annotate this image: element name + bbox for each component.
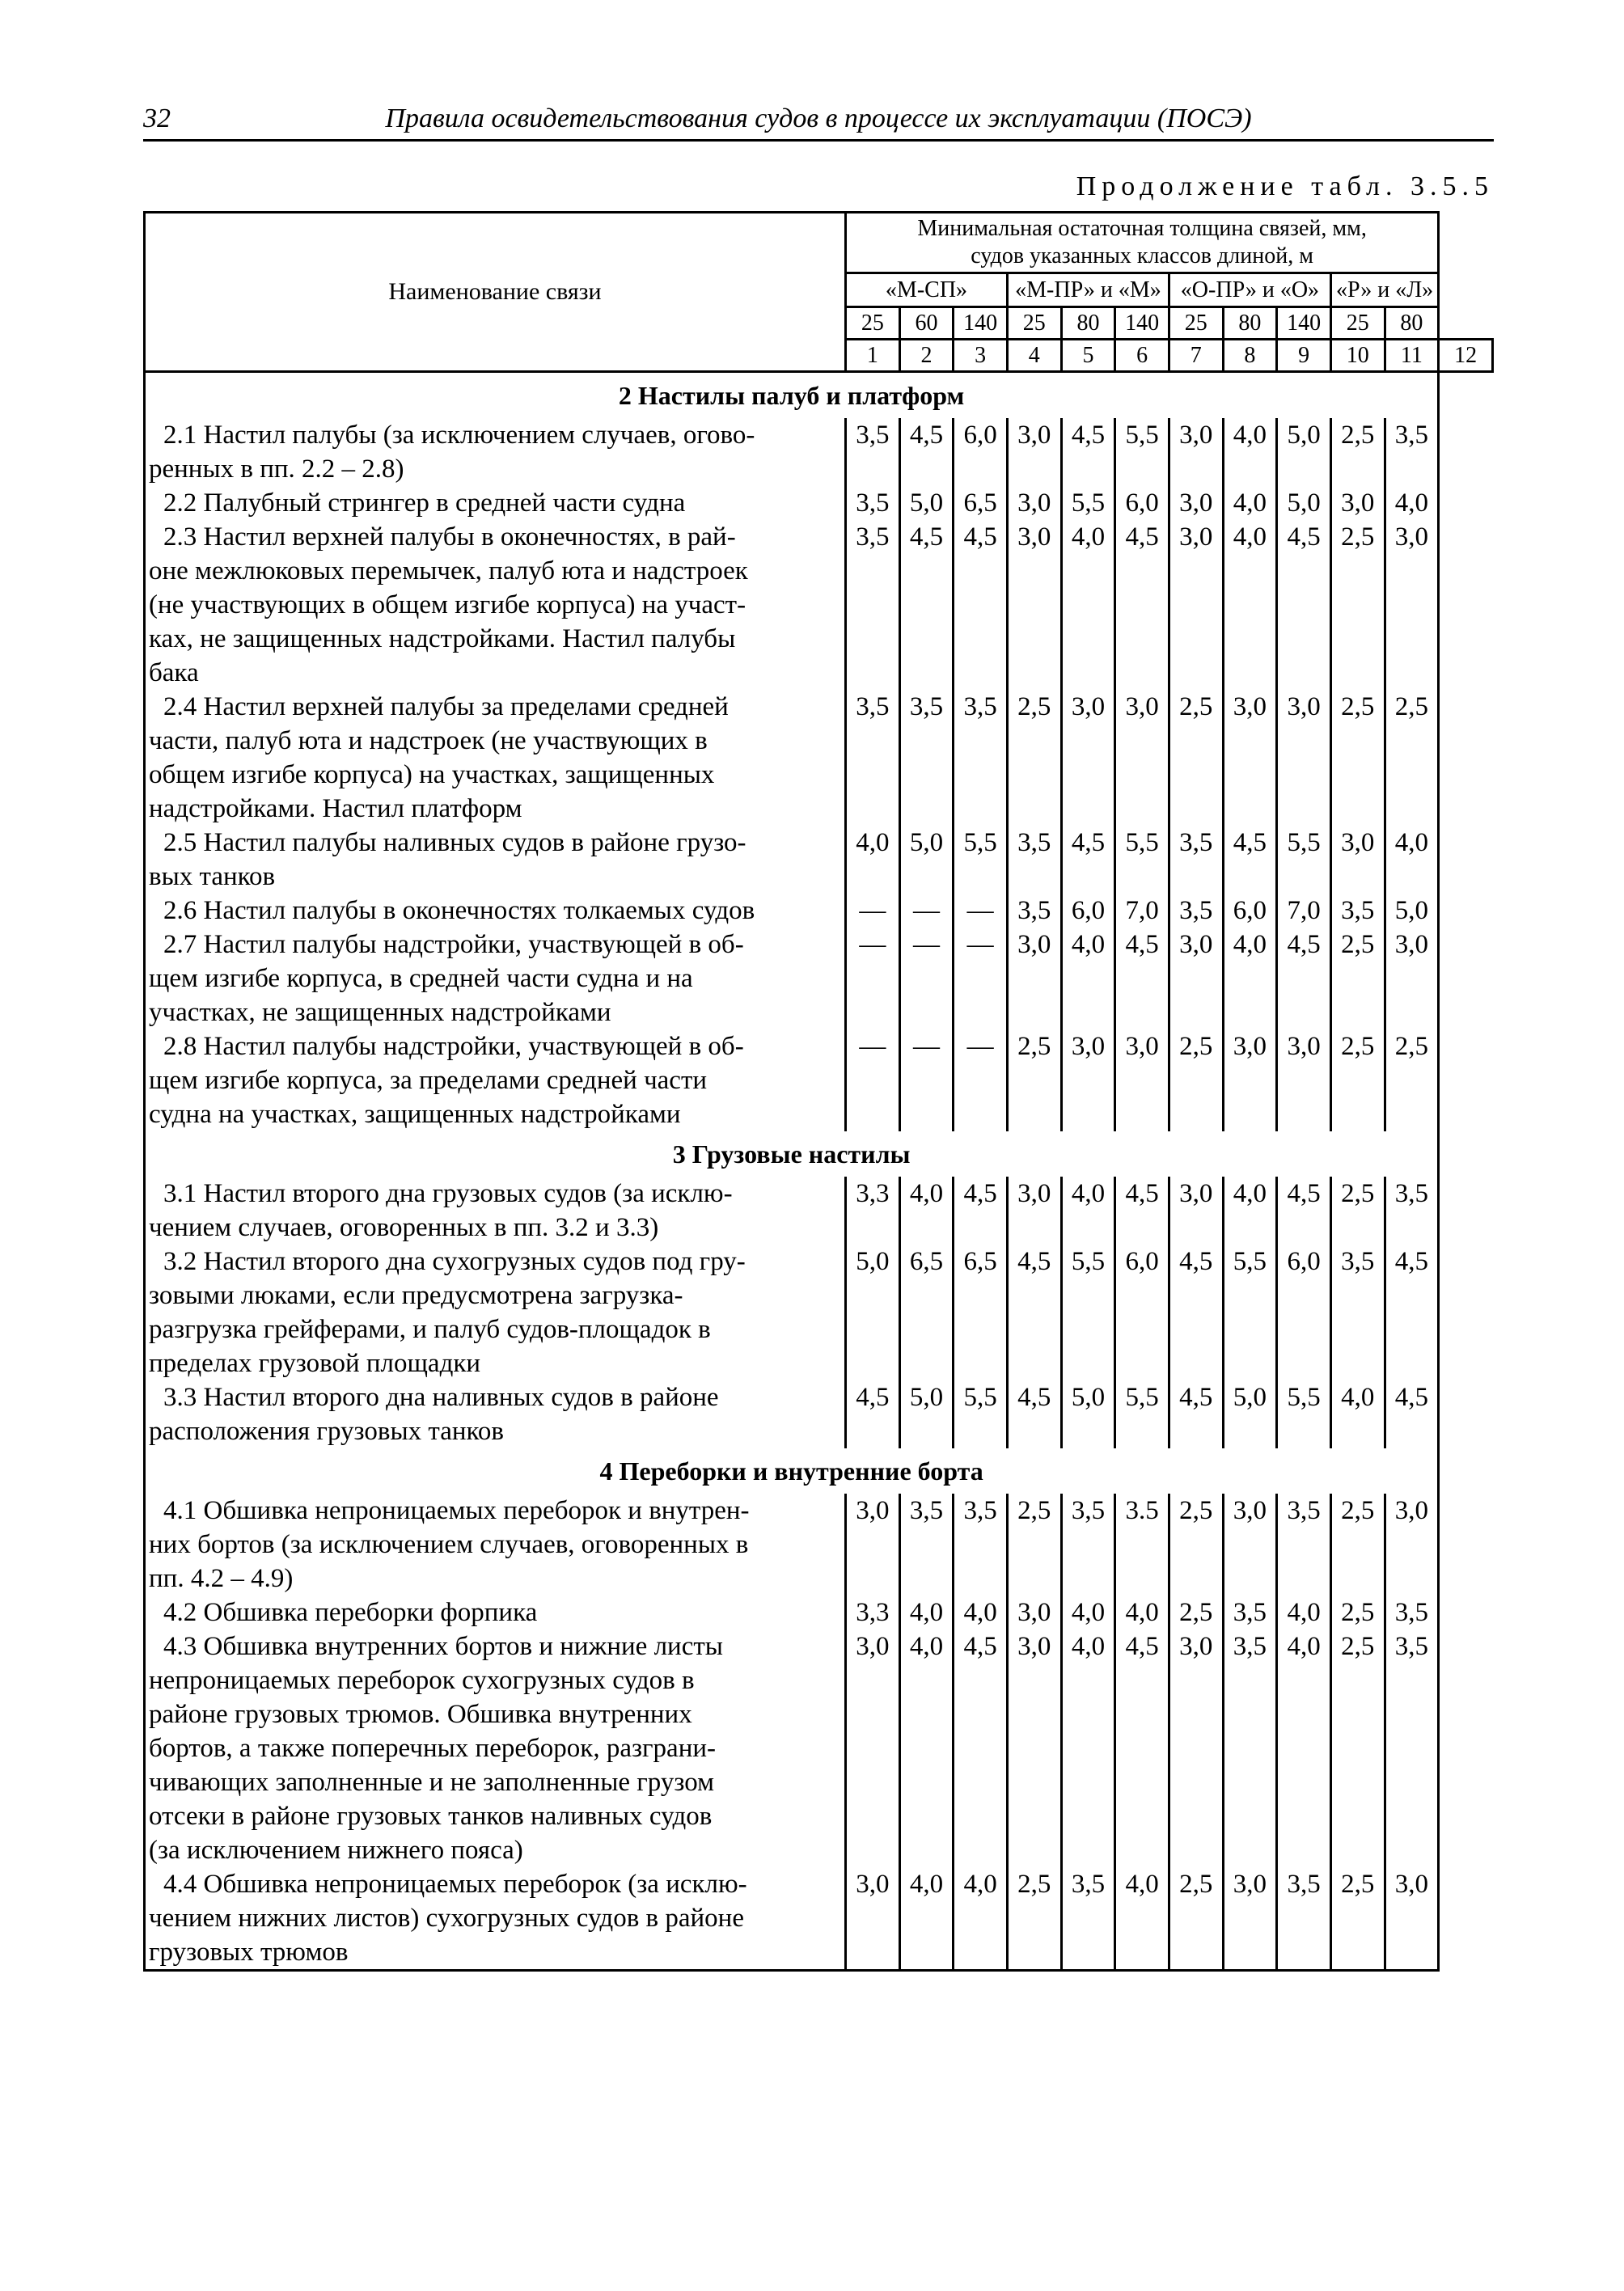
thickness-value: 4,0 (899, 1867, 954, 1971)
thickness-value: 5,0 (899, 486, 954, 520)
thickness-value: 4,5 (1061, 826, 1115, 894)
thickness-value: 5,5 (1115, 418, 1169, 486)
item-name: 4.4 Обшивка непроницаемых переборок (за исклю- чением нижних листов) сухогрузных судов в районе грузовых трюмов (149, 1870, 747, 1967)
thickness-value: 5,5 (1061, 486, 1115, 520)
thickness-value: 4,5 (1223, 826, 1277, 894)
length-header: 80 (1061, 307, 1115, 340)
thickness-value: 3,0 (1169, 486, 1223, 520)
item-name: 3.2 Настил второго дна сухогрузных судов под гру- зовыми люками, если предусмотрена загрузка- разгрузка грейферами, и палуб судов-площадок в пределах грузовой площадки (149, 1247, 746, 1378)
thickness-value: 4,0 (1061, 520, 1115, 690)
section-title: 4 Переборки и внутренние борта (145, 1448, 1439, 1494)
thickness-value: 6,0 (954, 418, 1008, 486)
length-header: 25 (846, 307, 900, 340)
thickness-value: 3,0 (1223, 1029, 1277, 1131)
thickness-value: 4,0 (1115, 1867, 1169, 1971)
column-number: 1 (846, 340, 900, 372)
group-header: «М-ПР» и «М» (1007, 273, 1169, 307)
thickness-value: 3,5 (1007, 894, 1061, 928)
table-row (145, 826, 1493, 894)
table-body (145, 372, 1493, 1971)
thickness-value: 4,0 (1115, 1596, 1169, 1629)
values-column-header: Минимальная остаточная толщина связей, мм, судов указанных классов длиной, м (846, 213, 1439, 273)
thickness-value: 3,5 (1007, 826, 1061, 894)
thickness-value: 4,0 (899, 1596, 954, 1629)
thickness-value: 2,5 (1330, 1029, 1385, 1131)
thickness-value: 4,5 (899, 520, 954, 690)
thickness-value: 3,5 (1385, 418, 1439, 486)
thickness-value: — (899, 928, 954, 1029)
thickness-value: 2,5 (1385, 690, 1439, 826)
thickness-value: 2,5 (1330, 928, 1385, 1029)
thickness-value: 3,0 (1223, 1494, 1277, 1596)
item-name-cell (145, 486, 846, 520)
length-header: 140 (954, 307, 1008, 340)
thickness-value: 5,0 (899, 826, 954, 894)
thickness-value: 3,5 (1385, 1629, 1439, 1867)
thickness-value: 4,0 (1061, 928, 1115, 1029)
thickness-value: 3,0 (1169, 1177, 1223, 1245)
item-name-cell (145, 894, 846, 928)
thickness-value: 4,5 (1385, 1380, 1439, 1448)
thickness-value: 3,0 (1115, 690, 1169, 826)
thickness-value: 3,5 (1330, 894, 1385, 928)
thickness-value: 3,0 (1061, 1029, 1115, 1131)
thickness-value: 3,0 (1061, 690, 1115, 826)
thickness-value: 4,0 (1277, 1629, 1331, 1867)
thickness-value: 4,5 (1061, 418, 1115, 486)
table-row (145, 520, 1493, 690)
thickness-table (143, 211, 1494, 1972)
thickness-value: 4,0 (846, 826, 900, 894)
item-name: 4.2 Обшивка переборки форпика (163, 1598, 538, 1627)
length-header: 60 (899, 307, 954, 340)
thickness-value: 5,5 (1277, 826, 1331, 894)
thickness-value: 3,5 (1385, 1177, 1439, 1245)
thickness-value: 5,5 (954, 826, 1008, 894)
item-name: 2.2 Палубный стрингер в средней части судна (163, 488, 686, 518)
item-name: 4.1 Обшивка непроницаемых переборок и внутрен- них бортов (за исключением случаев, оговоренных в пп. 4.2 – 4.9) (149, 1496, 750, 1593)
thickness-value: 3,0 (1007, 520, 1061, 690)
thickness-value: 4,0 (1385, 826, 1439, 894)
length-header: 80 (1223, 307, 1277, 340)
table-row (145, 1245, 1493, 1380)
thickness-value: 5,0 (1061, 1380, 1115, 1448)
thickness-value: 4,5 (1169, 1380, 1223, 1448)
thickness-value: 6,0 (1061, 894, 1115, 928)
column-number: 4 (1007, 340, 1061, 372)
table-row (145, 1177, 1493, 1245)
thickness-value: 4,0 (899, 1177, 954, 1245)
thickness-value: 5,5 (1277, 1380, 1331, 1448)
table-row (145, 1867, 1493, 1971)
table-row (145, 1629, 1493, 1867)
thickness-value: 3,5 (1330, 1245, 1385, 1380)
item-name-cell (145, 1177, 846, 1245)
thickness-value: 2,5 (1330, 418, 1385, 486)
thickness-value: 3,0 (1007, 486, 1061, 520)
thickness-value: 3,5 (1223, 1629, 1277, 1867)
thickness-value: 4,0 (1223, 928, 1277, 1029)
thickness-value: 3,0 (1330, 826, 1385, 894)
item-name-cell (145, 1029, 846, 1131)
thickness-value: 4,0 (1330, 1380, 1385, 1448)
item-name-cell (145, 928, 846, 1029)
thickness-value: — (846, 1029, 900, 1131)
thickness-value: 6,5 (954, 486, 1008, 520)
thickness-value: 3,5 (1385, 1596, 1439, 1629)
thickness-value: 3,0 (1169, 1629, 1223, 1867)
thickness-value: 3,0 (1115, 1029, 1169, 1131)
table-row (145, 1380, 1493, 1448)
thickness-value: 3,5 (1277, 1494, 1331, 1596)
item-name: 2.5 Настил палубы наливных судов в районе грузо- вых танков (149, 828, 746, 891)
thickness-value: 4,5 (1115, 1177, 1169, 1245)
thickness-value: 5,0 (899, 1380, 954, 1448)
thickness-value: 4,0 (1061, 1596, 1115, 1629)
thickness-value: 4,5 (846, 1380, 900, 1448)
thickness-value: 3,0 (1385, 1494, 1439, 1596)
thickness-value: 3,0 (846, 1494, 900, 1596)
thickness-value: — (954, 928, 1008, 1029)
column-number: 10 (1330, 340, 1385, 372)
thickness-value: — (899, 894, 954, 928)
thickness-value: 6,0 (1223, 894, 1277, 928)
thickness-value: 2,5 (1169, 1596, 1223, 1629)
column-number: 8 (1223, 340, 1277, 372)
thickness-value: 5,0 (1277, 418, 1331, 486)
thickness-value: 4,5 (1277, 1177, 1331, 1245)
thickness-value: 7,0 (1115, 894, 1169, 928)
thickness-value: 2,5 (1007, 690, 1061, 826)
table-row (145, 1596, 1493, 1629)
thickness-value: 5,0 (846, 1245, 900, 1380)
thickness-value: 3,5 (1061, 1494, 1115, 1596)
thickness-value: 3,3 (846, 1177, 900, 1245)
thickness-value: 3,0 (1223, 1867, 1277, 1971)
length-header: 25 (1007, 307, 1061, 340)
thickness-value: 3,0 (1223, 690, 1277, 826)
item-name: 3.1 Настил второго дна грузовых судов (за исклю- чением случаев, оговоренных в пп. 3.2 и 3.3) (149, 1179, 733, 1242)
running-header (143, 104, 1494, 142)
thickness-value: 3,3 (846, 1596, 900, 1629)
thickness-value: — (954, 1029, 1008, 1131)
thickness-value: 3,5 (1277, 1867, 1331, 1971)
table-row (145, 928, 1493, 1029)
name-column-header: Наименование связи (145, 213, 846, 372)
thickness-value: 4,5 (1115, 1629, 1169, 1867)
thickness-value: 4,0 (1277, 1596, 1331, 1629)
thickness-value: 4,0 (1223, 1177, 1277, 1245)
column-number: 9 (1277, 340, 1331, 372)
thickness-value: 5,0 (1277, 486, 1331, 520)
thickness-value: 3,5 (954, 690, 1008, 826)
thickness-value: 3,0 (1007, 1629, 1061, 1867)
item-name-cell (145, 1245, 846, 1380)
thickness-value: 3,5 (846, 690, 900, 826)
table-row (145, 1029, 1493, 1131)
thickness-value: 3,0 (1007, 928, 1061, 1029)
thickness-value: 4,5 (1115, 520, 1169, 690)
column-number: 11 (1385, 340, 1439, 372)
length-header: 80 (1385, 307, 1439, 340)
section-row (145, 1131, 1493, 1177)
thickness-value: 4,0 (1223, 486, 1277, 520)
thickness-value: 3,0 (1169, 418, 1223, 486)
item-name: 2.7 Настил палубы надстройки, участвующей в об- щем изгибе корпуса, в средней части судна и на участках, не защищенных надстройками (149, 930, 744, 1027)
thickness-value: 3,0 (1385, 1867, 1439, 1971)
group-header: «О-ПР» и «О» (1169, 273, 1330, 307)
thickness-value: 3,5 (1169, 894, 1223, 928)
thickness-value: 5,5 (1061, 1245, 1115, 1380)
table-caption: Продолжение табл. 3.5.5 (1076, 171, 1494, 201)
thickness-value: 3,5 (899, 690, 954, 826)
thickness-value: 3,0 (1330, 486, 1385, 520)
item-name: 4.3 Обшивка внутренних бортов и нижние листы непроницаемых переборок сухогрузных судов в районе грузовых трюмов. Обшивка внутренних бортов, а также поперечных переборок, разграни- чивающих заполненные и не заполненные грузом отсеки в районе грузовых танков наливных судов (за исключением нижнего пояса) (149, 1632, 723, 1865)
table-row (145, 894, 1493, 928)
thickness-value: 4,5 (1007, 1380, 1061, 1448)
thickness-value: — (846, 928, 900, 1029)
group-header: «Р» и «Л» (1330, 273, 1438, 307)
thickness-value: 2,5 (1330, 1596, 1385, 1629)
item-name: 2.6 Настил палубы в оконечностях толкаемых судов (163, 896, 755, 925)
page-number: 32 (143, 104, 171, 133)
thickness-value: 4,5 (954, 1177, 1008, 1245)
thickness-value: 3,5 (954, 1494, 1008, 1596)
thickness-value: 2,5 (1330, 520, 1385, 690)
thickness-value: 3,0 (846, 1629, 900, 1867)
item-name-cell (145, 1629, 846, 1867)
running-title: Правила освидетельствования судов в процессе их эксплуатации (ПОСЭ) (385, 104, 1252, 133)
thickness-value: 3,0 (1007, 1596, 1061, 1629)
section-row (145, 1448, 1493, 1494)
thickness-value: 2,5 (1169, 1029, 1223, 1131)
length-header: 140 (1277, 307, 1331, 340)
thickness-value: 2,5 (1330, 1177, 1385, 1245)
item-name-cell (145, 1596, 846, 1629)
item-name-cell (145, 1867, 846, 1971)
thickness-value: 2,5 (1330, 690, 1385, 826)
thickness-value: 3,5 (1061, 1867, 1115, 1971)
thickness-value: — (954, 894, 1008, 928)
length-header: 25 (1169, 307, 1223, 340)
column-number: 5 (1061, 340, 1115, 372)
column-number: 6 (1115, 340, 1169, 372)
length-header: 25 (1330, 307, 1385, 340)
section-title: 2 Настилы палуб и платформ (145, 372, 1439, 419)
item-name: 2.3 Настил верхней палубы в оконечностях, в рай- оне межлюковых перемычек, палуб юта и надстроек (не участвующих в общем изгибе корпуса) на участ- ках, не защищенных надстройками. Настил палубы бака (149, 522, 748, 687)
thickness-value: 3.5 (1115, 1494, 1169, 1596)
thickness-value: 2,5 (1007, 1867, 1061, 1971)
table-row (145, 486, 1493, 520)
thickness-value: 2,5 (1330, 1629, 1385, 1867)
thickness-value: 4,0 (954, 1596, 1008, 1629)
thickness-value: 4,0 (1385, 486, 1439, 520)
thickness-value: 5,5 (1115, 826, 1169, 894)
thickness-value: 2,5 (1169, 1867, 1223, 1971)
item-name-cell (145, 520, 846, 690)
thickness-value: 5,0 (1223, 1380, 1277, 1448)
thickness-value: 4,5 (1115, 928, 1169, 1029)
thickness-value: 2,5 (1330, 1867, 1385, 1971)
thickness-value: 3,0 (1007, 1177, 1061, 1245)
item-name-cell (145, 1380, 846, 1448)
thickness-value: 4,5 (899, 418, 954, 486)
thickness-value: 4,5 (1385, 1245, 1439, 1380)
thickness-value: 5,5 (954, 1380, 1008, 1448)
item-name: 2.8 Настил палубы надстройки, участвующей в об- щем изгибе корпуса, за пределами средней части судна на участках, защищенных надстройками (149, 1032, 744, 1129)
item-name-cell (145, 826, 846, 894)
thickness-value: 4,0 (899, 1629, 954, 1867)
item-name: 2.1 Настил палубы (за исключением случаев, огово- ренных в пп. 2.2 – 2.8) (149, 421, 755, 484)
thickness-value: 3,0 (1385, 928, 1439, 1029)
section-title: 3 Грузовые настилы (145, 1131, 1439, 1177)
group-header: «М-СП» (846, 273, 1008, 307)
thickness-value: — (846, 894, 900, 928)
length-header: 140 (1115, 307, 1169, 340)
thickness-value: 4,5 (954, 520, 1008, 690)
thickness-value: 5,5 (1115, 1380, 1169, 1448)
column-number: 3 (954, 340, 1008, 372)
thickness-value: 4,5 (954, 1629, 1008, 1867)
thickness-value: 4,0 (1223, 418, 1277, 486)
thickness-value: 3,0 (1385, 520, 1439, 690)
thickness-value: 4,0 (1223, 520, 1277, 690)
thickness-value: 2,5 (1007, 1494, 1061, 1596)
thickness-value: 2,5 (1169, 690, 1223, 826)
item-name-cell (145, 690, 846, 826)
thickness-value: 3,5 (1169, 826, 1223, 894)
thickness-value: 3,0 (1277, 1029, 1331, 1131)
thickness-value: 3,5 (899, 1494, 954, 1596)
thickness-value: 2,5 (1007, 1029, 1061, 1131)
thickness-value: 5,5 (1223, 1245, 1277, 1380)
table-row (145, 418, 1493, 486)
thickness-value: 3,0 (1169, 520, 1223, 690)
thickness-value: 3,5 (846, 520, 900, 690)
table-row (145, 690, 1493, 826)
item-name-cell (145, 1494, 846, 1596)
thickness-value: 6,5 (954, 1245, 1008, 1380)
section-row (145, 372, 1493, 419)
thickness-value: 6,0 (1115, 486, 1169, 520)
item-name: 3.3 Настил второго дна наливных судов в районе расположения грузовых танков (149, 1383, 719, 1446)
table-row (145, 1494, 1493, 1596)
item-name-cell (145, 418, 846, 486)
thickness-value: 3,0 (846, 1867, 900, 1971)
column-number: 7 (1169, 340, 1223, 372)
thickness-value: 3,5 (846, 486, 900, 520)
thickness-value: 4,5 (1277, 928, 1331, 1029)
thickness-value: 3,0 (1277, 690, 1331, 826)
thickness-value: 2,5 (1385, 1029, 1439, 1131)
thickness-value: 6,0 (1115, 1245, 1169, 1380)
thickness-value: 3,5 (1223, 1596, 1277, 1629)
thickness-value: 6,0 (1277, 1245, 1331, 1380)
thickness-value: — (899, 1029, 954, 1131)
thickness-value: 3,0 (1169, 928, 1223, 1029)
thickness-value: 2,5 (1330, 1494, 1385, 1596)
thickness-value: 4,5 (1007, 1245, 1061, 1380)
thickness-value: 4,5 (1169, 1245, 1223, 1380)
thickness-value: 2,5 (1169, 1494, 1223, 1596)
thickness-value: 5,0 (1385, 894, 1439, 928)
item-name: 2.4 Настил верхней палубы за пределами средней части, палуб юта и надстроек (не участвующих в общем изгибе корпуса) на участках, защищенных надстройками. Настил платформ (149, 692, 729, 823)
thickness-value: 3,5 (846, 418, 900, 486)
thickness-value: 4,0 (954, 1867, 1008, 1971)
thickness-value: 4,0 (1061, 1177, 1115, 1245)
column-number: 2 (899, 340, 954, 372)
thickness-value: 7,0 (1277, 894, 1331, 928)
thickness-value: 4,0 (1061, 1629, 1115, 1867)
thickness-value: 3,0 (1007, 418, 1061, 486)
thickness-value: 4,5 (1277, 520, 1331, 690)
column-number: 12 (1439, 340, 1493, 372)
thickness-value: 6,5 (899, 1245, 954, 1380)
